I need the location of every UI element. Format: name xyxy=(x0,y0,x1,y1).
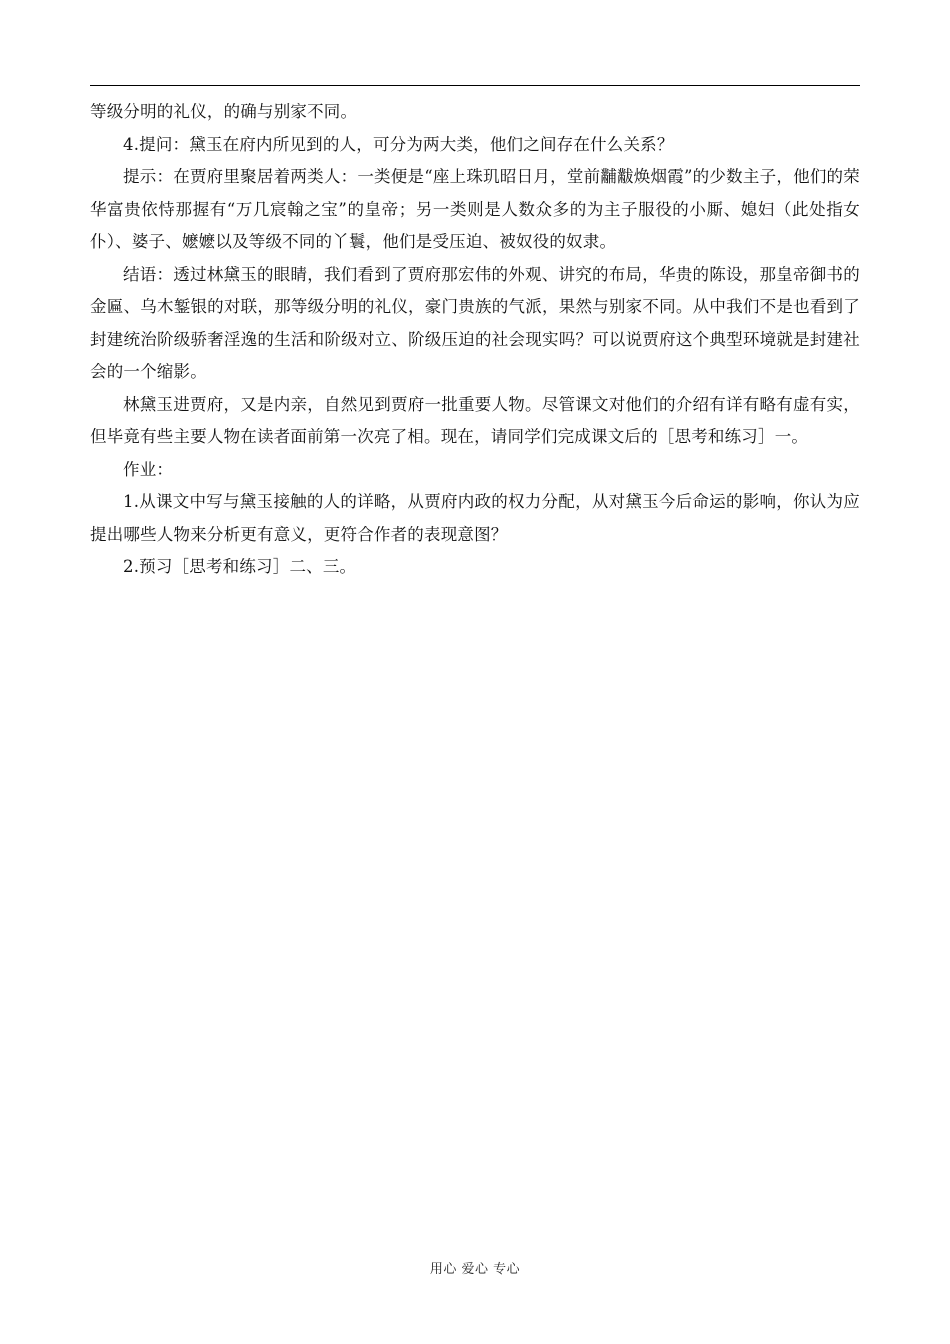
paragraph-homework-2: 2.预习［思考和练习］二、三。 xyxy=(123,557,357,576)
paragraph-homework-heading: 作业： xyxy=(123,459,174,479)
paragraph-homework-1: 1.从课文中写与黛玉接触的人的详略，从贾府内政的权力分配，从对黛玉今后命运的影响，你认为应提出哪些人物来分析更有意义，更符合作者的表现意图？ xyxy=(90,492,860,544)
document-body xyxy=(90,96,860,584)
header-rule xyxy=(90,85,860,86)
paragraph-continuation: 等级分明的礼仪，的确与别家不同。 xyxy=(90,102,358,121)
paragraph-transition: 林黛玉进贾府，又是内亲，自然见到贾府一批重要人物。尽管课文对他们的介绍有详有略有虚有实，但毕竟有些主要人物在读者面前第一次亮了相。现在，请同学们完成课文后的［思考和练习］一。 xyxy=(90,394,860,446)
paragraph-conclusion: 结语：透过林黛玉的眼睛，我们看到了贾府那宏伟的外观、讲究的布局，华贵的陈设，那皇帝御书的金匾、乌木錾银的对联，那等级分明的礼仪，豪门贵族的气派，果然与别家不同。从中我们不是也看到了封建统治阶级骄奢淫逸的生活和阶级对立、阶级压迫的社会现实吗？可以说贾府这个典型环境就是封建社会的一个缩影。 xyxy=(90,264,860,381)
paragraph-question-4: 4.提问：黛玉在府内所见到的人，可分为两大类，他们之间存在什么关系？ xyxy=(123,134,674,154)
paragraph-hint: 提示：在贾府里聚居着两类人：一类便是“座上珠玑昭日月，堂前黼黻焕烟霞”的少数主子，他们的荣华富贵依恃那握有“万几宸翰之宝”的皇帝；另一类则是人数众多的为主子服役的小厮、媳妇（此处指女仆）、婆子、嬷嬷以及等级不同的丫鬟，他们是受压迫、被奴役的奴隶。 xyxy=(90,167,860,251)
page-footer: 用心 爱心 专心 xyxy=(429,1262,521,1277)
